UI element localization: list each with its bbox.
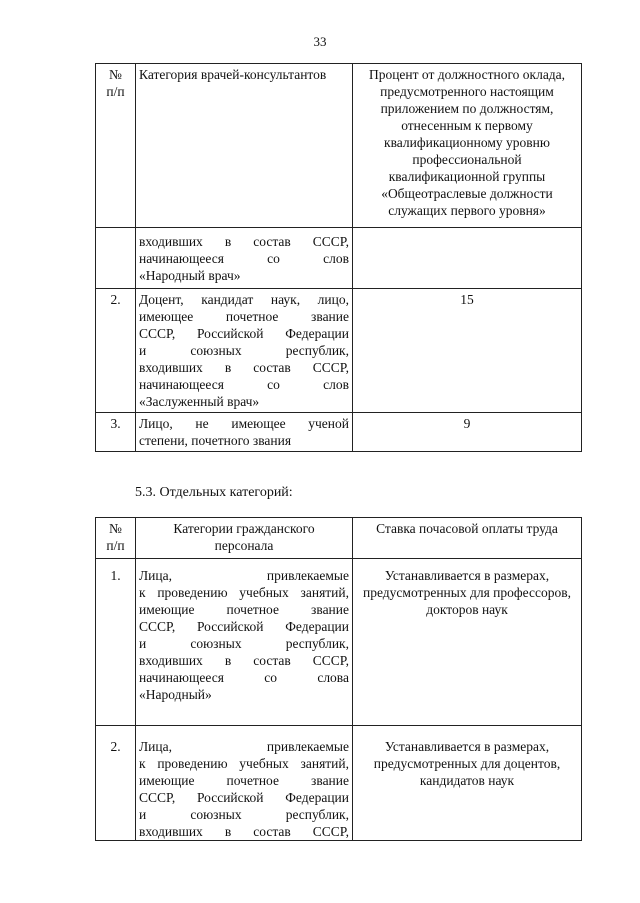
page-number: 33: [313, 34, 327, 49]
header-percent-line: профессиональной: [412, 152, 522, 167]
row-num-cell: 1.: [96, 559, 136, 726]
header-percent-line: служащих первого уровня»: [388, 203, 546, 218]
header-num-cell: [96, 518, 136, 559]
table-header-row: [96, 64, 582, 228]
row-text-line: Лицо, не имеющее ученой: [139, 416, 349, 431]
row-category-cell: [136, 413, 353, 452]
header-percent-cell: [353, 64, 582, 228]
header-num-line: п/п: [106, 84, 125, 99]
row-value-cell: 9: [353, 413, 582, 452]
row-text-line: начинающееся со слов: [139, 251, 349, 266]
table-row: [96, 228, 582, 289]
header-percent-line: квалификационной группы: [388, 169, 546, 184]
row-text-line: имеющие почетное звание: [139, 602, 349, 617]
row-text-line: СССР, Российской Федерации: [139, 790, 349, 805]
table-header-row: [96, 518, 582, 559]
row-text-line: «Народный»: [139, 687, 212, 702]
row-text-line: Лица, привлекаемые: [139, 568, 349, 583]
civilian-personnel-table: [95, 517, 582, 841]
row-text-line: и союзных республик,: [139, 636, 349, 651]
row-value-cell: [353, 726, 582, 841]
row-category-cell: [136, 228, 353, 289]
header-percent-line: Процент от должностного оклада,: [368, 67, 566, 82]
row-value-line: кандидатов наук: [419, 773, 515, 788]
row-text-line: СССР, Российской Федерации: [139, 619, 349, 634]
table-row: [96, 289, 582, 413]
consultant-doctors-table: [95, 63, 582, 452]
header-percent-line: приложением по должностям,: [380, 101, 554, 116]
header-num-line: п/п: [106, 538, 125, 553]
section-title: 5.3. Отдельных категорий:: [135, 485, 293, 500]
header-num-line: №: [109, 521, 122, 536]
table-row: [96, 413, 582, 452]
row-value-cell: [353, 228, 582, 289]
row-text-line: к проведению учебных занятий,: [139, 756, 349, 771]
row-text-line: имеющие почетное звание: [139, 773, 349, 788]
row-value-line: Устанавливается в размерах,: [384, 739, 550, 754]
row-value-line: предусмотренных для доцентов,: [373, 756, 561, 771]
row-text-line: и союзных республик,: [139, 807, 349, 822]
header-percent-line: «Общеотраслевые должности: [381, 186, 553, 201]
header-percent-line: предусмотренного настоящим: [380, 84, 554, 99]
row-value-cell: [353, 559, 582, 726]
row-category-cell: [136, 559, 353, 726]
row-text-line: СССР, Российской Федерации: [139, 326, 349, 341]
row-text-line: имеющее почетное звание: [139, 309, 349, 324]
row-text-line: и союзных республик,: [139, 343, 349, 358]
header-percent-line: отнесенным к первому: [401, 118, 533, 133]
header-category-cell: [136, 518, 353, 559]
header-rate-cell: Ставка почасовой оплаты труда: [353, 518, 582, 559]
row-text-line: Лица, привлекаемые: [139, 739, 349, 754]
row-text-line: «Народный врач»: [139, 268, 241, 283]
row-text-line: начинающееся со слова: [139, 670, 349, 685]
row-value-cell: 15: [353, 289, 582, 413]
row-num-cell: [96, 228, 136, 289]
table-row: [96, 559, 582, 726]
row-num-cell: 2.: [96, 289, 136, 413]
row-value-line: предусмотренных для профессоров,: [363, 585, 571, 600]
row-text-line: Доцент, кандидат наук, лицо,: [139, 292, 349, 307]
header-num-cell: [96, 64, 136, 228]
row-text-line: входивших в состав СССР,: [139, 234, 349, 249]
row-text-line: входивших в состав СССР,: [139, 653, 349, 668]
table-row: [96, 726, 582, 841]
header-category-line: Категории гражданского: [173, 521, 315, 536]
row-num-cell: 2.: [96, 726, 136, 841]
header-category-cell: [136, 64, 353, 228]
header-num-line: №: [109, 67, 122, 82]
row-text-line: входивших в состав СССР,: [139, 360, 349, 375]
row-text-line: «Заслуженный врач»: [139, 394, 260, 409]
row-value-line: Устанавливается в размерах,: [384, 568, 550, 583]
row-text-line: к проведению учебных занятий,: [139, 585, 349, 600]
row-num-cell: 3.: [96, 413, 136, 452]
row-text-line: входивших в состав СССР,: [139, 824, 349, 839]
header-percent-line: квалификационному уровню: [384, 135, 550, 150]
row-text-line: степени, почетного звания: [139, 433, 292, 448]
row-text-line: начинающееся со слов: [139, 377, 349, 392]
header-category-text: Категория врачей-консультантов: [139, 67, 327, 82]
row-category-cell: [136, 726, 353, 841]
row-value-line: докторов наук: [426, 602, 508, 617]
row-category-cell: [136, 289, 353, 413]
header-category-line: персонала: [214, 538, 274, 553]
